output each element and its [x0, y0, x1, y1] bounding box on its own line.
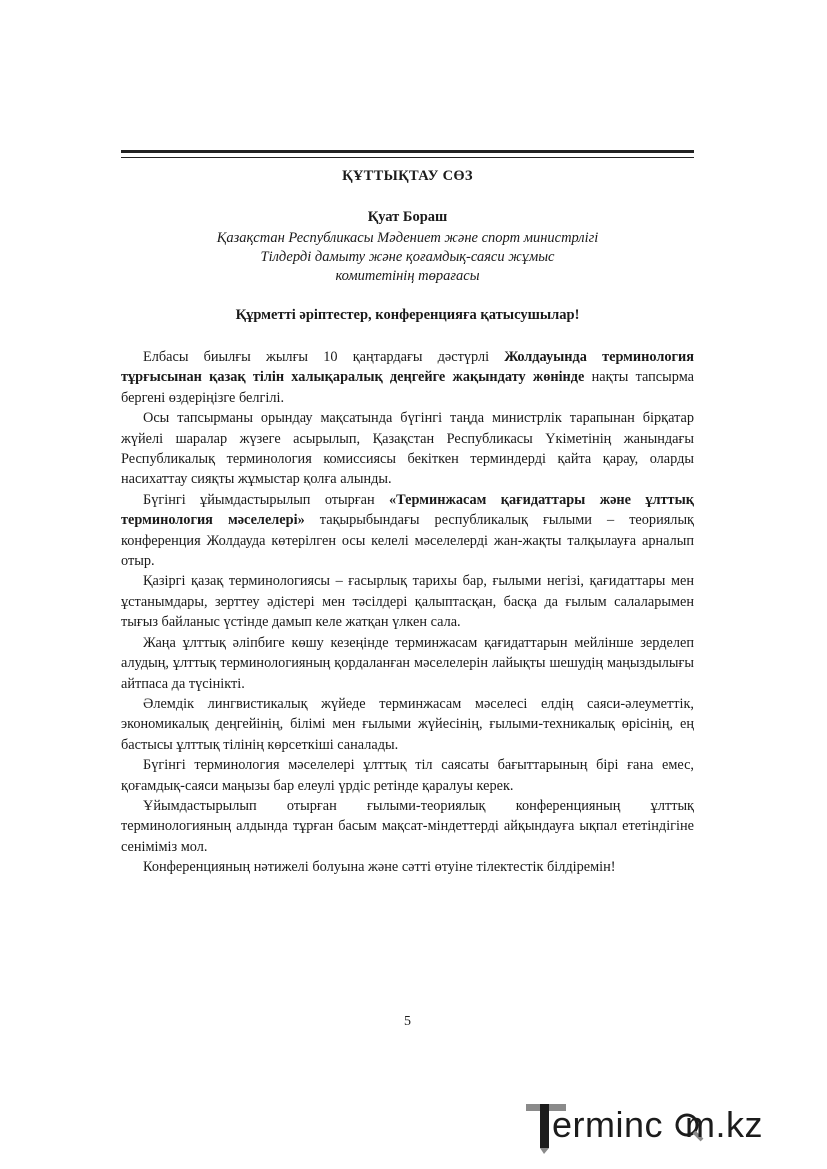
paragraph: Конференцияның нәтижелі болуына және сәтті өтуіне тілектестік білдіремін!	[143, 859, 616, 876]
paragraph: Жаңа ұлттық әліпбиге көшу кезеңінде терминжасам қағидаттарын мейлінше зерделеп алудың, ұлттық терминологияның қордаланған мәселелерін лайықты шешудің маңыздылығы айтпаса да түсінікті.	[121, 634, 694, 692]
affiliation-line: Тілдерді дамыту және қоғамдық-саяси жұмыс	[260, 249, 555, 265]
greeting: Құрметті әріптестер, конференцияға қатысушылар!	[235, 307, 580, 323]
author-affiliation	[121, 229, 694, 286]
paragraph: Әлемдік лингвистикалық жүйеде терминжасам мәселесі елдің саяси-әлеуметтік, экономикалық деңгейінің, білімі мен ғылыми жүйесінің, ғылыми-техникалық өрісінің, ең бастысы ұлттық тілінің көрсеткіші саналады.	[121, 695, 694, 753]
paragraph: Осы тапсырманы орындау мақсатында бүгінгі таңда министрлік тарапынан бірқатар жүйелі шаралар жүзеге асырылып, Қазақстан Республикасы Үкіметінің жанындағы Республикалық терминология комиссиясы бекіткен терминдерді қайта қарау, оларды насихаттау сияқты жұмыстар қолға алынды.	[121, 410, 694, 488]
header-rule-thin	[121, 157, 694, 158]
paragraph: Ұйымдастырылып отырған ғылыми-теориялық конференцияның ұлттық терминологияның алдында тұрған басым мақсат-міндеттерді айқындауға ықпал ететіндігіне сеніміміз мол.	[121, 797, 694, 855]
body-text	[121, 347, 694, 878]
author-name: Қуат Бораш	[367, 209, 448, 225]
paragraph: Елбасы биылғы жылғы 10 қаңтардағы дәстүрлі Жолдауында терминология тұрғысынан қазақ тілін халықаралық деңгейге жақындату жөнінде нақты тапсырма бергені өздеріңізге белгілі.	[121, 349, 694, 406]
affiliation-line: комитетінің төрағасы	[335, 268, 480, 284]
logo-wordmark: erminc m.kz	[552, 1104, 764, 1145]
termincom-logo	[522, 1096, 822, 1156]
document-title: ҚҰТТЫҚТАУ СӨЗ	[342, 168, 473, 184]
paragraph: Бүгінгі терминология мәселелері ұлттық тіл саясаты бағыттарының бірі ғана емес, қоғамдық-саяси маңызы бар елеулі үрдіс ретінде қаралуы керек.	[121, 757, 694, 794]
header-rule-thick	[121, 150, 694, 153]
affiliation-line: Қазақстан Республикасы Мәдениет және спорт министрлігі	[216, 230, 599, 246]
paragraph: Қазіргі қазақ терминологиясы – ғасырлық тарихы бар, ғылыми негізі, қағидаттары мен ұстанымдары, зерттеу әдістері мен тәсілдері қалыптасқан, басқа да ғылым салаларымен тығыз байланыс үстінде дамып келе жатқан үлкен сала.	[121, 573, 694, 631]
page-number: 5	[404, 1014, 411, 1029]
paragraph: Бүгінгі ұйымдастырылып отырған «Терминжасам қағидаттары және ұлттық терминология мәселелері» тақырыбындағы республикалық ғылыми – теориялық конференция Жолдауда көтерілген осы келелі мәселелерді жан-жақты талқылауға арналып отыр.	[121, 491, 694, 570]
